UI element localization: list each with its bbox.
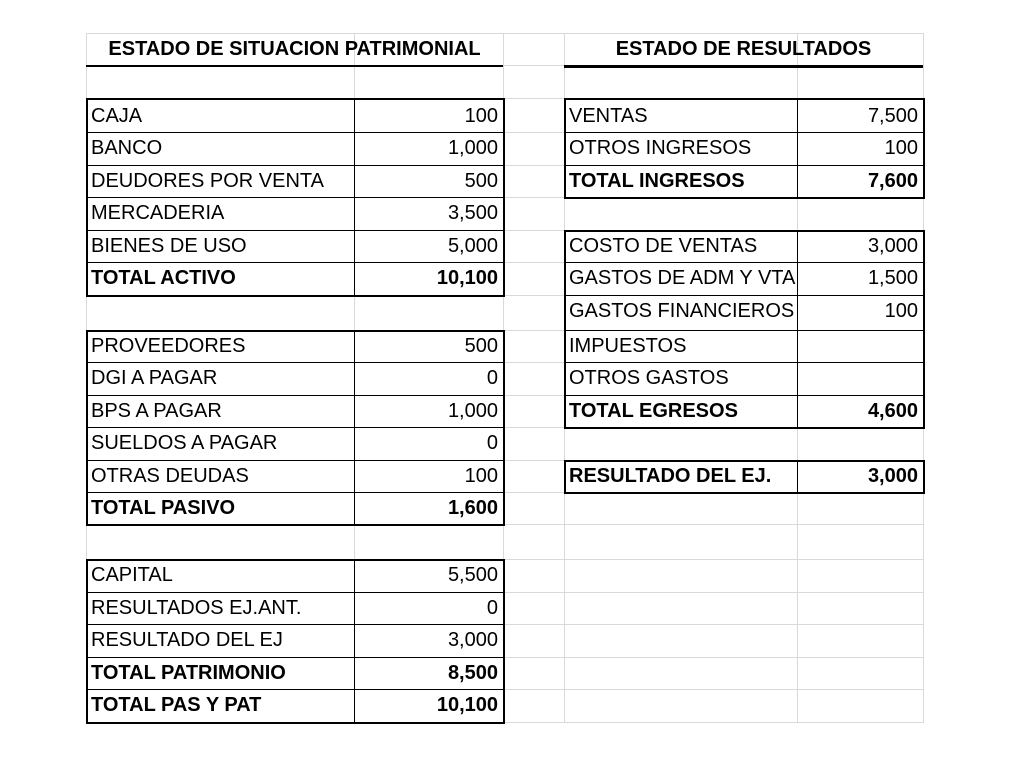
pasivo-value-dgi[interactable]: 0 [486,367,498,389]
total-activo-value[interactable]: 10,100 [436,267,498,289]
table-border [503,330,505,526]
total-activo-label[interactable]: TOTAL ACTIVO [91,267,236,289]
patrimonio-label-resultados-ant[interactable]: RESULTADOS EJ.ANT. [91,597,302,619]
pasivo-label-sueldos[interactable]: SUELDOS A PAGAR [91,432,278,454]
pasivo-value-bps[interactable]: 1,000 [447,400,498,422]
table-border [86,65,503,67]
total-pasivo-value[interactable]: 1,600 [447,497,498,519]
egresos-label-costo-ventas[interactable]: COSTO DE VENTAS [569,235,758,257]
egresos-value-impuestos[interactable] [797,330,923,362]
table-border [86,295,505,297]
spreadsheet [86,33,923,723]
egresos-label-gastos-adm[interactable]: GASTOS DE ADM Y VTA [569,267,796,289]
egresos-label-impuestos[interactable]: IMPUESTOS [569,335,687,357]
total-ingresos-label[interactable]: TOTAL INGRESOS [569,170,745,192]
resultado-ej-label[interactable]: RESULTADO DEL EJ. [569,465,772,487]
balance-title[interactable]: ESTADO DE SITUACION PATRIMONIAL [108,38,481,60]
activo-value-mercaderia[interactable]: 3,500 [447,202,498,224]
ingresos-label-otros[interactable]: OTROS INGRESOS [569,137,752,159]
table-border [86,524,505,526]
pasivo-value-proveedores[interactable]: 500 [464,335,498,357]
table-border [564,492,925,494]
egresos-label-gastos-financieros[interactable]: GASTOS FINANCIEROS [569,300,795,322]
pasivo-value-sueldos[interactable]: 0 [486,432,498,454]
total-pas-pat-label[interactable]: TOTAL PAS Y PAT [91,694,262,716]
table-border [503,559,505,724]
activo-label-deudores[interactable]: DEUDORES POR VENTA [91,170,324,192]
total-pasivo-label[interactable]: TOTAL PASIVO [91,497,236,519]
pasivo-label-dgi[interactable]: DGI A PAGAR [91,367,218,389]
activo-value-caja[interactable]: 100 [464,105,498,127]
egresos-value-gastos-adm[interactable]: 1,500 [867,267,918,289]
resultado-ej-value[interactable]: 3,000 [867,465,918,487]
resultados-title[interactable]: ESTADO DE RESULTADOS [615,38,872,60]
table-border [923,98,925,199]
egresos-value-gastos-financieros[interactable]: 100 [884,300,918,322]
activo-value-banco[interactable]: 1,000 [447,137,498,159]
egresos-value-otros-gastos[interactable] [797,362,923,394]
ingresos-value-otros[interactable]: 100 [884,137,918,159]
table-border [86,722,505,724]
pasivo-value-otras-deudas[interactable]: 100 [464,465,498,487]
total-egresos-value[interactable]: 4,600 [867,400,918,422]
pasivo-label-bps[interactable]: BPS A PAGAR [91,400,222,422]
table-border [564,427,925,429]
egresos-label-otros-gastos[interactable]: OTROS GASTOS [569,367,729,389]
pasivo-label-proveedores[interactable]: PROVEEDORES [91,335,246,357]
patrimonio-value-resultados-ant[interactable]: 0 [486,597,498,619]
patrimonio-value-capital[interactable]: 5,500 [447,564,498,586]
activo-label-bienes-de-uso[interactable]: BIENES DE USO [91,235,247,257]
total-patrimonio-value[interactable]: 8,500 [447,662,498,684]
activo-label-banco[interactable]: BANCO [91,137,163,159]
patrimonio-value-resultado-ej[interactable]: 3,000 [447,629,498,651]
total-egresos-label[interactable]: TOTAL EGRESOS [569,400,738,422]
egresos-value-costo-ventas[interactable]: 3,000 [867,235,918,257]
total-pas-pat-value[interactable]: 10,100 [436,694,498,716]
ingresos-label-ventas[interactable]: VENTAS [569,105,648,127]
ingresos-value-ventas[interactable]: 7,500 [867,105,918,127]
table-border [923,460,925,494]
pasivo-label-otras-deudas[interactable]: OTRAS DEUDAS [91,465,249,487]
table-border [564,197,925,199]
activo-label-caja[interactable]: CAJA [91,105,143,127]
patrimonio-label-resultado-ej[interactable]: RESULTADO DEL EJ [91,629,283,651]
total-patrimonio-label[interactable]: TOTAL PATRIMONIO [91,662,286,684]
activo-value-bienes-de-uso[interactable]: 5,000 [447,235,498,257]
total-ingresos-value[interactable]: 7,600 [867,170,918,192]
activo-label-mercaderia[interactable]: MERCADERIA [91,202,225,224]
patrimonio-label-capital[interactable]: CAPITAL [91,564,173,586]
activo-value-deudores[interactable]: 500 [464,170,498,192]
table-border [564,65,923,68]
